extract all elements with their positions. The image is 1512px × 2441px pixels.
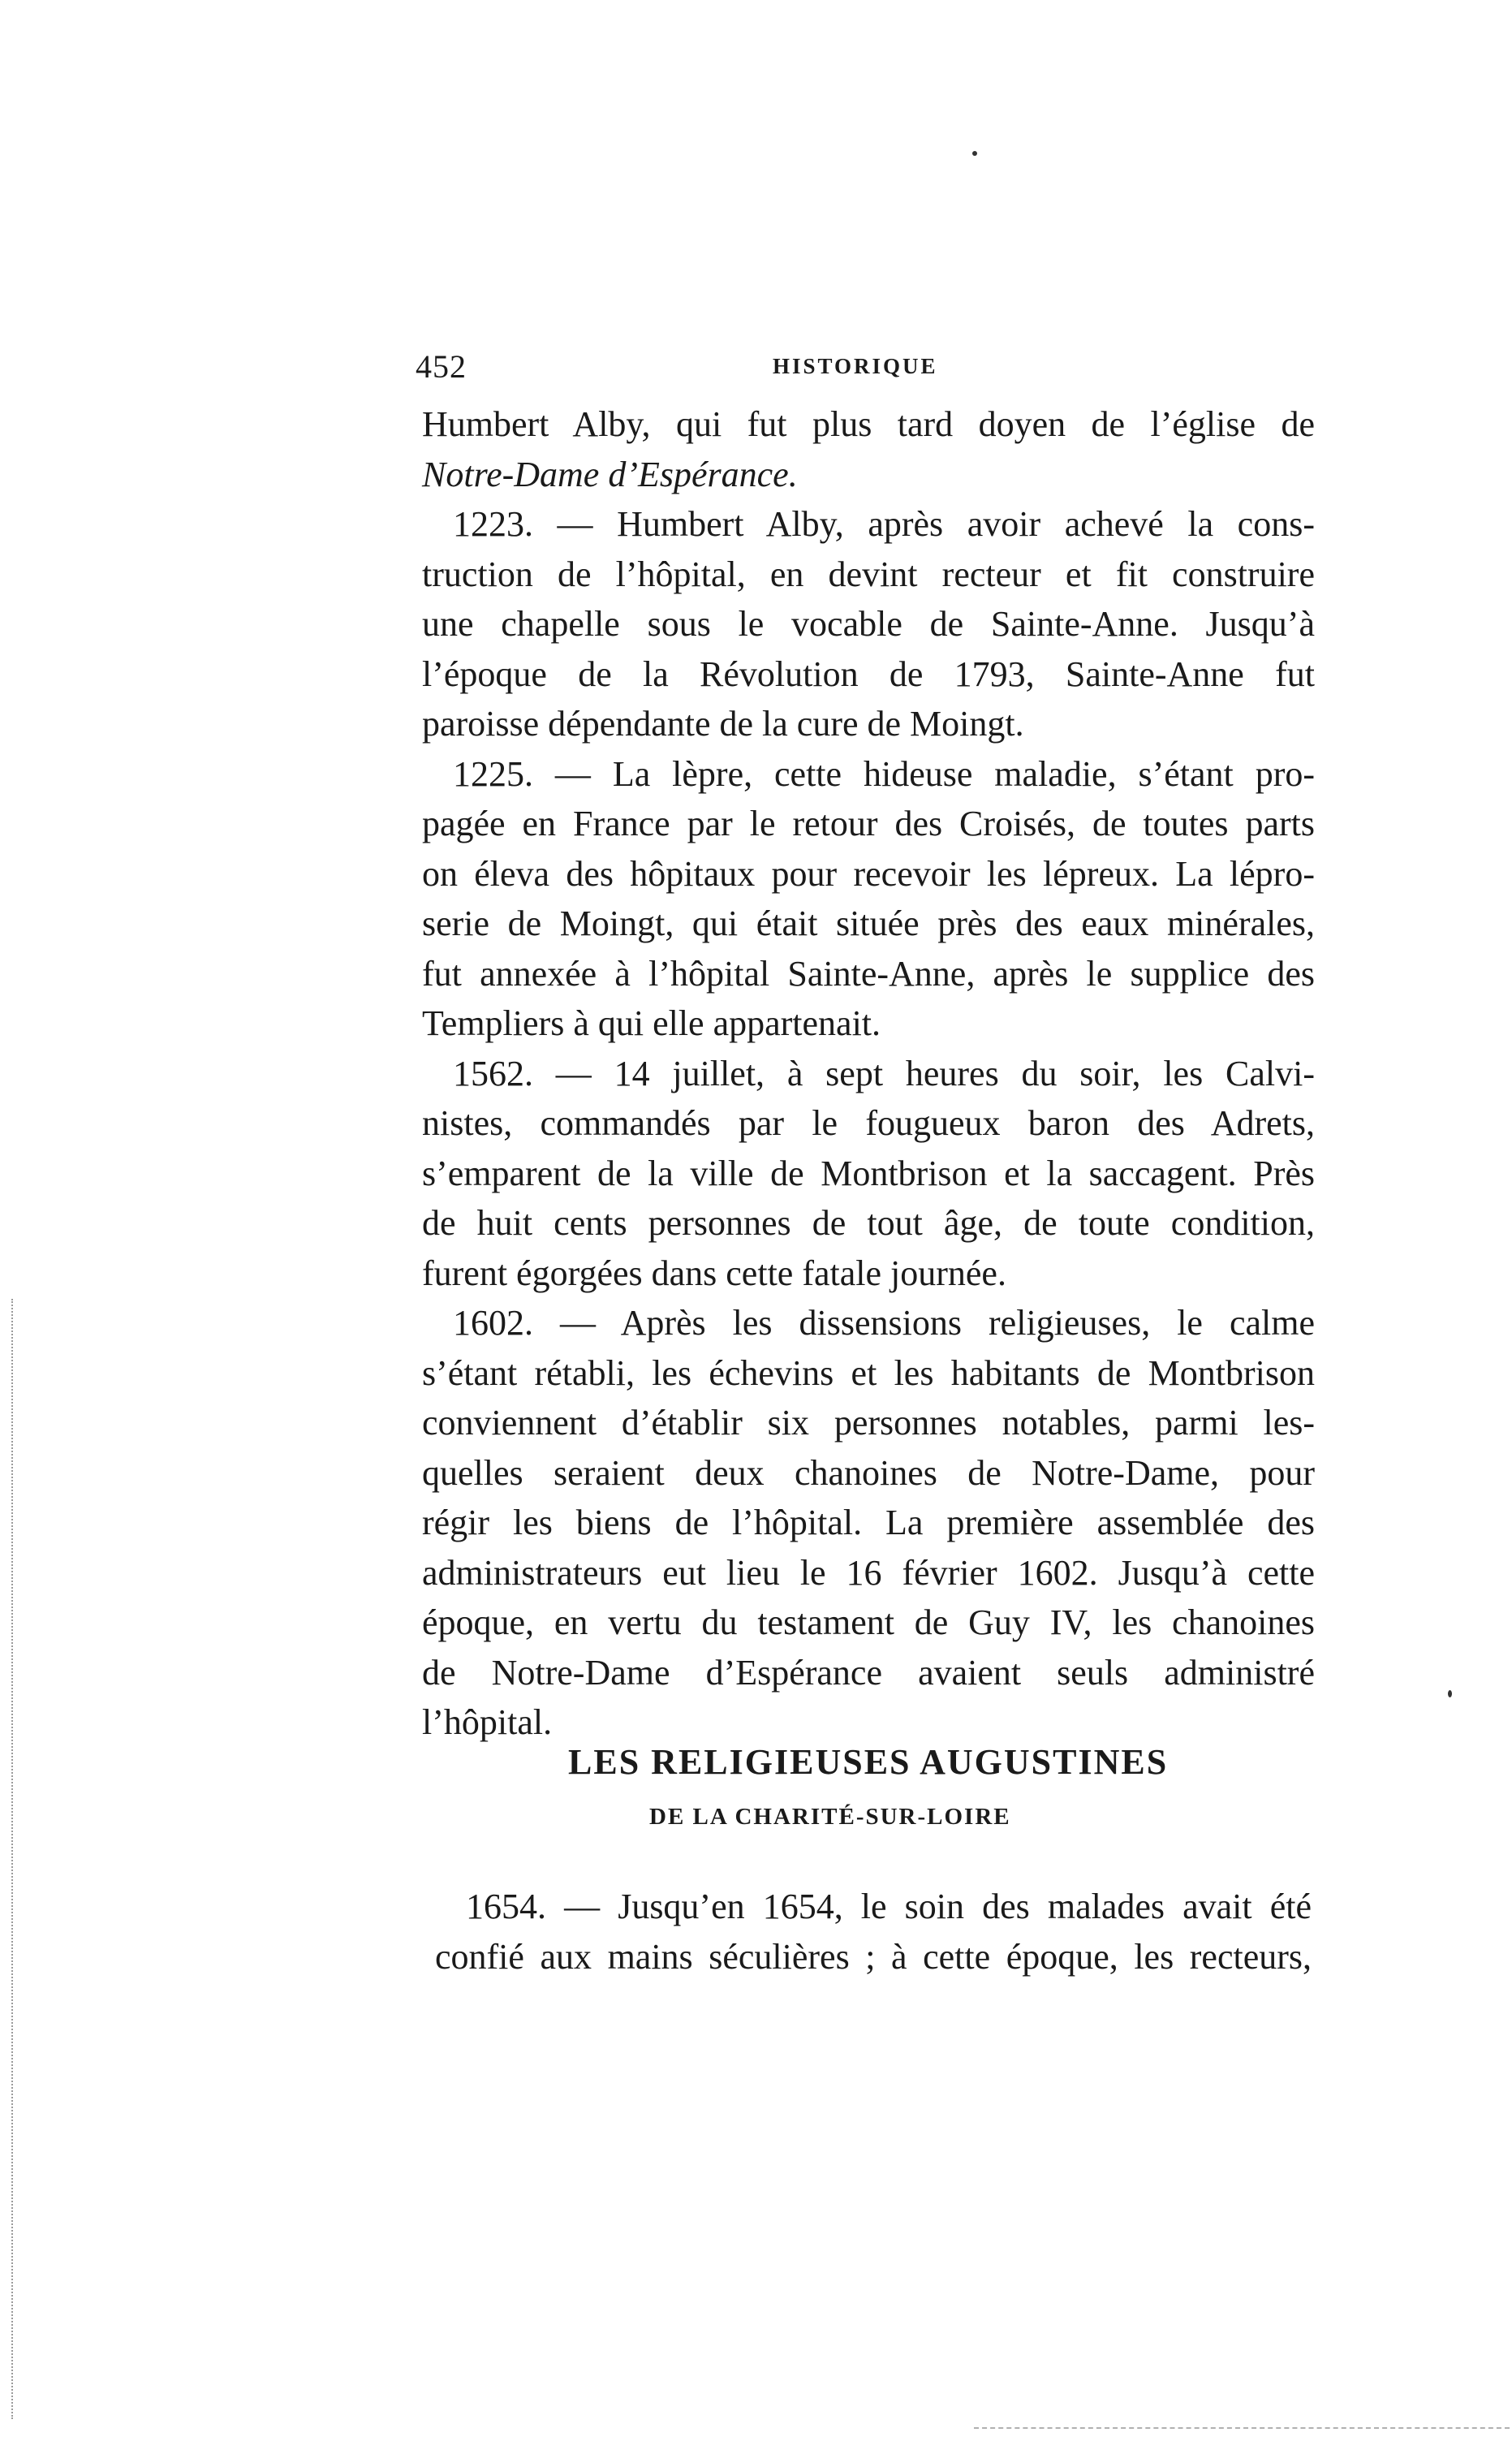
text-line: 1562. — 14 juillet, à sept heures du soir, les Calvi-: [453, 1053, 1315, 1093]
text-line: truction de l’hôpital, en devint recteur et fit construire: [422, 554, 1315, 594]
text-line: Humbert Alby, qui fut plus tard doyen de l’église de: [422, 404, 1315, 444]
running-head: [416, 347, 1308, 396]
running-title: HISTORIQUE: [773, 354, 938, 378]
text-line: fut annexée à l’hôpital Sainte-Anne, après le supplice des: [422, 953, 1315, 994]
text-line: 1223. — Humbert Alby, après avoir achevé la cons-: [453, 504, 1315, 544]
print-speck: [972, 151, 977, 156]
section-subheading: DE LA CHARITÉ-SUR-LOIRE: [649, 1804, 1011, 1830]
text-line: furent égorgées dans cette fatale journée.: [422, 1253, 1006, 1293]
text-line-italic: [422, 450, 1315, 500]
italic-title: Notre-Dame d’Espérance.: [422, 454, 798, 494]
text-line: serie de Moingt, qui était située près des eaux minérales,: [422, 904, 1315, 943]
text-line: conviennent d’établir six personnes notables, parmi les-: [422, 1403, 1315, 1443]
section-heading: LES RELIGIEUSES AUGUSTINES: [568, 1742, 1169, 1782]
text-line: confié aux mains séculières ; à cette époque, les recteurs,: [435, 1936, 1312, 1977]
text-line: on éleva des hôpitaux pour recevoir les lépreux. La lépro-: [422, 853, 1315, 894]
text-line: Templiers à qui elle appartenait.: [422, 1003, 881, 1043]
text-line: 1602. — Après les dissensions religieuses, le calme: [453, 1303, 1315, 1343]
text-line: une chapelle sous le vocable de Sainte-Anne. Jusqu’à: [422, 604, 1315, 644]
text-line: l’hôpital.: [422, 1702, 553, 1742]
page-edge-mark: [974, 2427, 1510, 2429]
text-line: 1225. — La lèpre, cette hideuse maladie, s’étant pro-: [453, 753, 1315, 794]
text-line: quelles seraient deux chanoines de Notre-Dame, pour: [422, 1452, 1315, 1493]
text-line: régir les biens de l’hôpital. La première assemblée des: [422, 1503, 1315, 1542]
page-number: 452: [416, 348, 467, 385]
text-line: s’étant rétabli, les échevins et les habitants de Montbrison: [422, 1352, 1315, 1393]
print-speck: [1448, 1690, 1452, 1697]
section-text: [435, 1882, 1312, 1982]
text-line: administrateurs eut lieu le 16 février 1602. Jusqu’à cette: [422, 1552, 1315, 1593]
text-line: paroisse dépendante de la cure de Moingt.: [422, 704, 1024, 744]
margin-mark: [11, 1299, 15, 2419]
text-line: s’emparent de la ville de Montbrison et la saccagent. Près: [422, 1153, 1315, 1193]
text-line: pagée en France par le retour des Croisés, de toutes parts: [422, 804, 1315, 843]
text-line: nistes, commandés par le fougueux baron des Adrets,: [422, 1103, 1315, 1143]
text-line: 1654. — Jusqu’en 1654, le soin des malades avait été: [466, 1887, 1312, 1926]
text-line: époque, en vertu du testament de Guy IV, les chanoines: [422, 1602, 1315, 1642]
text-line: l’époque de la Révolution de 1793, Sainte-Anne fut: [422, 653, 1315, 694]
text-line: de huit cents personnes de tout âge, de toute condition,: [422, 1203, 1315, 1243]
text-line: de Notre-Dame d’Espérance avaient seuls administré: [422, 1652, 1315, 1693]
main-text: [422, 399, 1315, 1748]
